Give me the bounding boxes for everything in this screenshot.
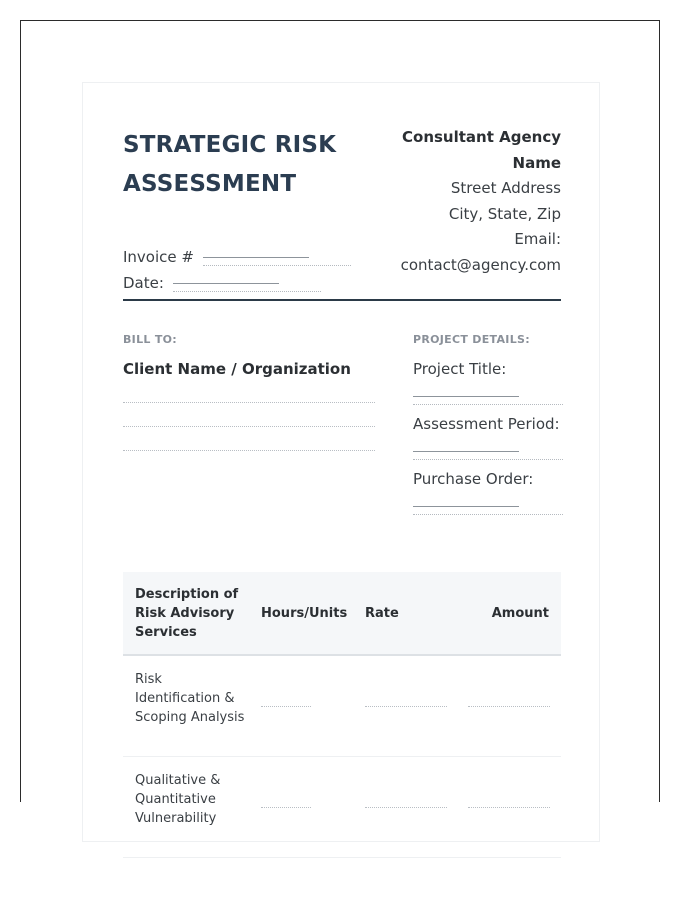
- date-field[interactable]: [173, 270, 321, 292]
- header-description: Description of Risk Advisory Services: [135, 587, 239, 640]
- agency-street: Street Address: [450, 179, 561, 198]
- bill-to-label: BILL TO:: [123, 333, 177, 346]
- row-rate-field[interactable]: [365, 807, 447, 808]
- client-name: Client Name / Organization: [123, 360, 351, 378]
- project-details-section: [413, 333, 563, 515]
- row-rate-field[interactable]: [365, 706, 447, 707]
- assessment-period-label: Assessment Period:: [413, 415, 560, 433]
- date-row: [123, 270, 321, 292]
- row-hours-field[interactable]: [261, 706, 311, 707]
- row-hours-field[interactable]: [261, 807, 311, 808]
- project-title-field[interactable]: [413, 382, 563, 405]
- document-title: STRATEGIC RISK ASSESSMENT: [123, 132, 337, 197]
- invoice-sheet: [82, 82, 600, 842]
- header-amount: Amount: [491, 606, 549, 621]
- agency-name: Consultant Agency Name: [402, 128, 561, 172]
- invoice-number-label: Invoice #: [123, 248, 194, 266]
- purchase-order-field[interactable]: [413, 492, 563, 515]
- bill-to-section: [123, 333, 375, 451]
- assessment-period-field[interactable]: [413, 437, 563, 460]
- table-header: [123, 572, 561, 656]
- bill-to-line-1[interactable]: [123, 402, 375, 403]
- agency-city: City, State, Zip: [448, 204, 561, 223]
- services-table: [123, 572, 561, 858]
- project-details-label: PROJECT DETAILS:: [413, 333, 530, 346]
- agency-email: contact@agency.com: [400, 255, 561, 274]
- bill-to-line-2[interactable]: [123, 426, 375, 427]
- project-title-label: Project Title:: [413, 360, 507, 378]
- agency-email-label: Email:: [514, 230, 561, 249]
- table-row: [123, 757, 561, 858]
- page-frame: [20, 20, 660, 826]
- bill-to-line-3[interactable]: [123, 450, 375, 451]
- agency-block: [391, 125, 561, 279]
- invoice-number-field[interactable]: [203, 244, 351, 266]
- header-rate: Rate: [365, 606, 399, 621]
- invoice-content: [123, 123, 561, 826]
- invoice-number-row: [123, 244, 351, 266]
- row-amount-field[interactable]: [468, 807, 550, 808]
- table-row: [123, 656, 561, 757]
- row-description: Qualitative & Quantitative Vulnerability: [135, 773, 221, 826]
- row-amount-field[interactable]: [468, 706, 550, 707]
- invoice-header: [123, 123, 561, 301]
- row-description: Risk Identification & Scoping Analysis: [135, 672, 245, 725]
- date-label: Date:: [123, 274, 164, 292]
- purchase-order-label: Purchase Order:: [413, 470, 534, 488]
- header-hours: Hours/Units: [261, 606, 348, 621]
